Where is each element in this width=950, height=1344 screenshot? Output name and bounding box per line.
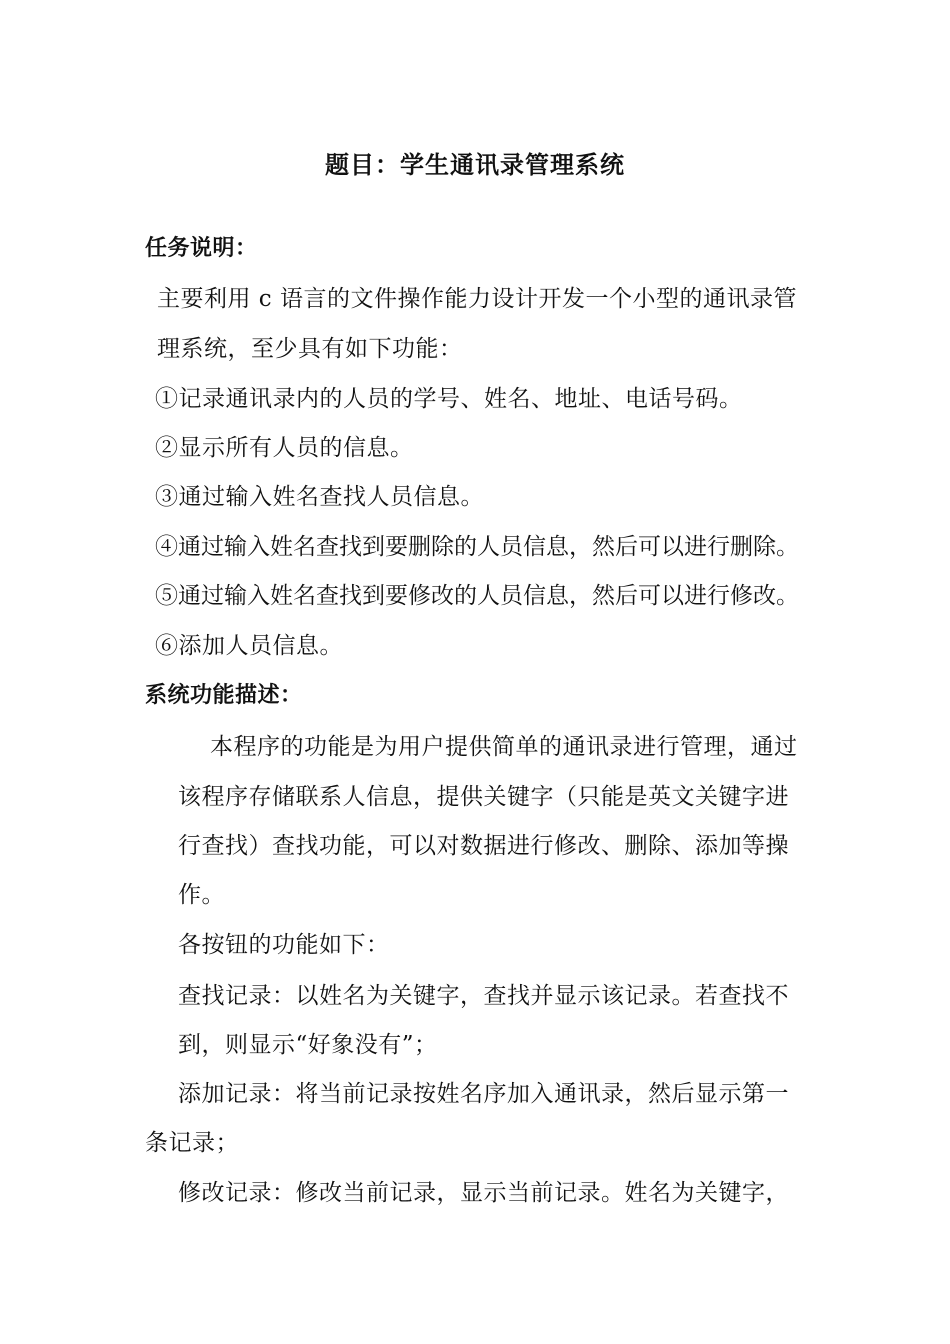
- feature-item-1: ①记录通讯录内的人员的学号、姓名、地址、电话号码。: [155, 386, 743, 412]
- feature-item-4: ④通过输入姓名查找到要删除的人员信息，然后可以进行删除。: [155, 534, 799, 560]
- feature-item-5: ⑤通过输入姓名查找到要修改的人员信息，然后可以进行修改。: [155, 583, 799, 609]
- search-desc-line-1: 查找记录：以姓名为关键字，查找并显示该记录。若查找不: [178, 983, 789, 1009]
- description-line-4: 作。: [178, 882, 225, 908]
- task-intro-line-1: 主要利用 c 语言的文件操作能力设计开发一个小型的通讯录管: [157, 286, 798, 312]
- description-line-2: 该程序存储联系人信息，提供关键字（只能是英文关键字进: [178, 784, 789, 810]
- description-line-1: 本程序的功能是为用户提供简单的通讯录进行管理，通过: [210, 734, 798, 760]
- system-heading: 系统功能描述：: [145, 683, 303, 708]
- description-line-3: 行查找）查找功能，可以对数据进行修改、删除、添加等操: [178, 833, 789, 859]
- feature-item-2: ②显示所有人员的信息。: [155, 435, 414, 461]
- add-desc-line-1: 添加记录：将当前记录按姓名序加入通讯录，然后显示第一: [178, 1081, 789, 1107]
- modify-desc-line-1: 修改记录：修改当前记录，显示当前记录。姓名为关键字，: [178, 1180, 789, 1206]
- add-desc-line-2: 条记录；: [145, 1130, 239, 1156]
- task-intro-line-2: 理系统，至少具有如下功能：: [157, 336, 463, 362]
- task-heading: 任务说明：: [145, 236, 258, 261]
- feature-item-3: ③通过输入姓名查找人员信息。: [155, 484, 484, 510]
- feature-item-6: ⑥添加人员信息。: [155, 633, 343, 659]
- document-title: 题目：学生通讯录管理系统: [325, 151, 625, 179]
- search-desc-line-2: 到，则显示“好象没有”；: [178, 1032, 438, 1058]
- buttons-intro: 各按钮的功能如下：: [178, 932, 390, 958]
